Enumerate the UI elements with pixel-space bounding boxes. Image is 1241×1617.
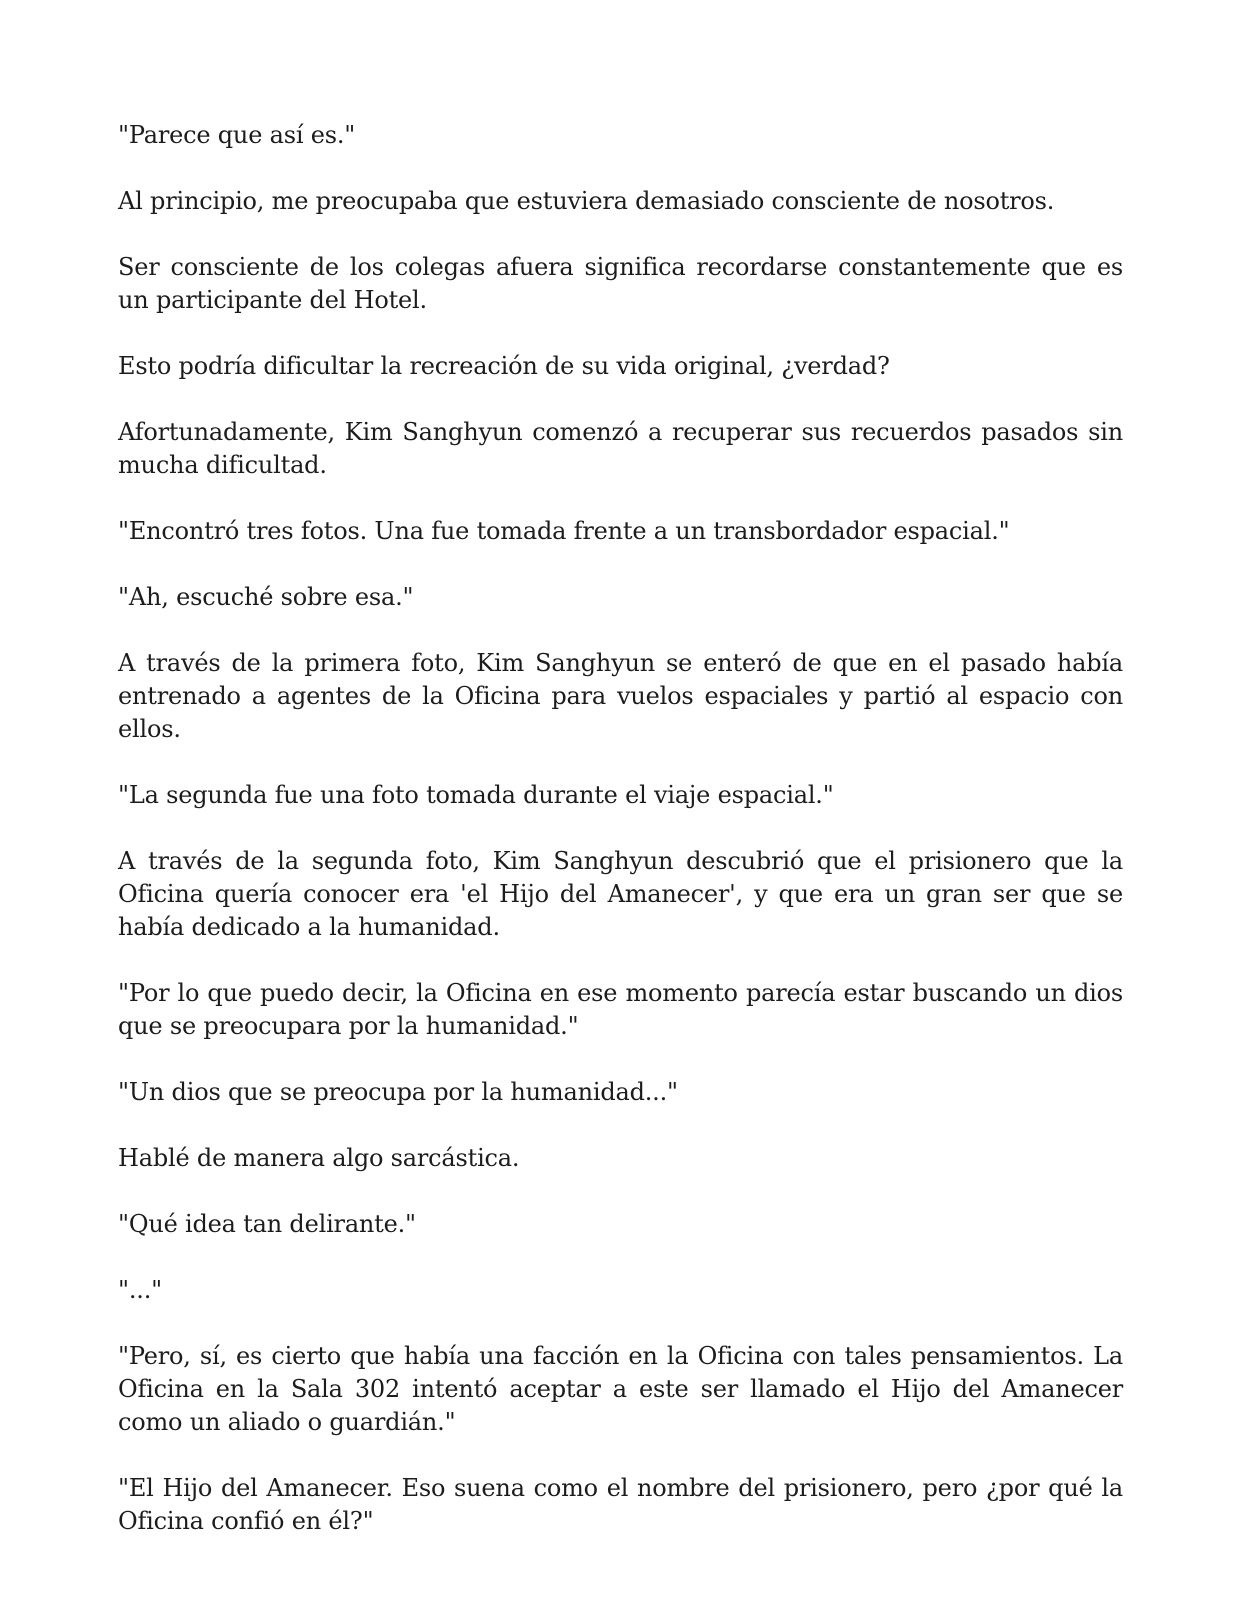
paragraph: "Ah, escuché sobre esa." <box>118 583 414 611</box>
paragraph: "La segunda fue una foto tomada durante el viaje espacial." <box>118 781 834 809</box>
document-body <box>118 119 1123 1571</box>
paragraph: "Un dios que se preocupa por la humanidad..." <box>118 1078 678 1106</box>
paragraph: Ser consciente de los colegas afuera significa recordarse constantemente que es un participante del Hotel. <box>118 253 1123 314</box>
paragraph: "Qué idea tan delirante." <box>118 1210 416 1238</box>
paragraph: "Parece que así es." <box>118 121 356 149</box>
paragraph: "..." <box>118 1276 162 1304</box>
paragraph: "Por lo que puedo decir, la Oficina en ese momento parecía estar buscando un dios que se preocupara por la humanidad." <box>118 979 1123 1040</box>
paragraph: "Encontró tres fotos. Una fue tomada frente a un transbordador espacial." <box>118 517 1010 545</box>
paragraph: "El Hijo del Amanecer. Eso suena como el nombre del prisionero, pero ¿por qué la Oficina confió en él?" <box>118 1474 1123 1535</box>
paragraph: Esto podría dificultar la recreación de su vida original, ¿verdad? <box>118 352 890 380</box>
paragraph: Hablé de manera algo sarcástica. <box>118 1144 520 1172</box>
paragraph: "Pero, sí, es cierto que había una facción en la Oficina con tales pensamientos. La Oficina en la Sala 302 intentó aceptar a este ser llamado el Hijo del Amanecer como un aliado o guardián." <box>118 1342 1123 1436</box>
paragraph: A través de la segunda foto, Kim Sanghyun descubrió que el prisionero que la Oficina quería conocer era 'el Hijo del Amanecer', y que era un gran ser que se había dedicado a la humanidad. <box>118 847 1123 941</box>
paragraph: Afortunadamente, Kim Sanghyun comenzó a recuperar sus recuerdos pasados sin mucha dificultad. <box>118 418 1123 479</box>
paragraph: A través de la primera foto, Kim Sanghyun se enteró de que en el pasado había entrenado a agentes de la Oficina para vuelos espaciales y partió al espacio con ellos. <box>118 649 1123 743</box>
paragraph: Al principio, me preocupaba que estuviera demasiado consciente de nosotros. <box>118 187 1055 215</box>
